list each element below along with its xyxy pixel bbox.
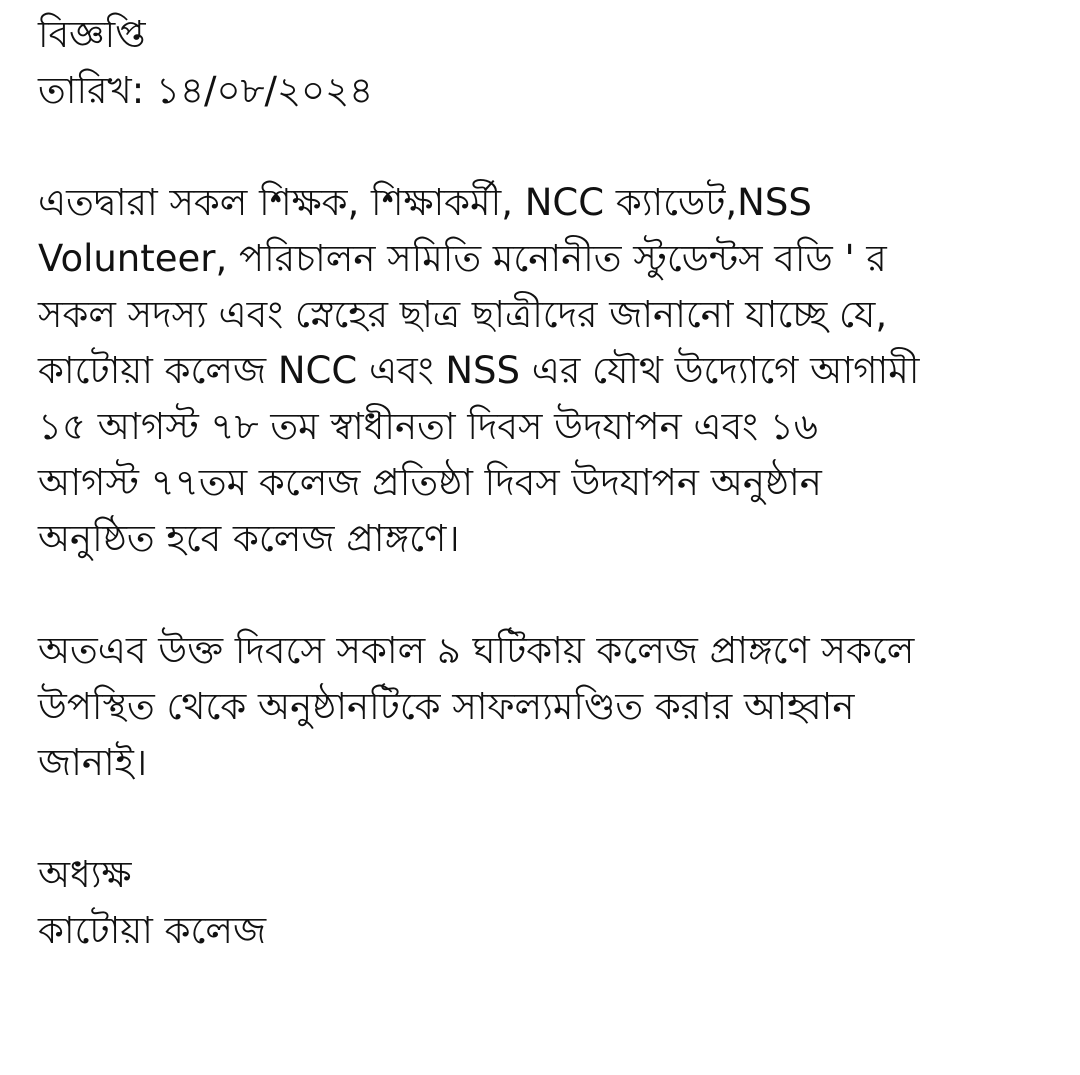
spacer [38, 119, 1058, 175]
paragraph-line: কাটোয়া কলেজ NCC এবং NSS এর যৌথ উদ্যোগে আগামী [38, 349, 920, 392]
signature-block [38, 847, 1058, 959]
paragraph-line: অনুষ্ঠিত হবে কলেজ প্রাঙ্গণে। [38, 517, 460, 560]
paragraph-line: অতএব উক্ত দিবসে সকাল ৯ ঘটিকায় কলেজ প্রাঙ্গণে সকলে [38, 629, 915, 672]
paragraph-line: আগস্ট ৭৭তম কলেজ প্রতিষ্ঠা দিবস উদযাপন অনুষ্ঠান [38, 461, 822, 504]
paragraph-line: ১৫ আগস্ট ৭৮ তম স্বাধীনতা দিবস উদযাপন এবং ১৬ [38, 405, 818, 448]
paragraph-line: সকল সদস্য এবং স্নেহের ছাত্র ছাত্রীদের জানানো যাচ্ছে যে, [38, 293, 888, 336]
signature-institution: কাটোয়া কলেজ [38, 909, 267, 952]
paragraph-line: উপস্থিত থেকে অনুষ্ঠানটিকে সাফল্যমণ্ডিত করার আহ্বান [38, 685, 855, 728]
paragraph-announcement [38, 175, 1058, 567]
notice-heading: বিজ্ঞপ্তি [38, 13, 146, 56]
signature-title: অধ্যক্ষ [38, 853, 132, 896]
paragraph-invitation [38, 623, 1058, 791]
paragraph-line: Volunteer, পরিচালন সমিতি মনোনীত স্টুডেন্টস বডি ' র [38, 237, 887, 280]
spacer [38, 567, 1058, 623]
paragraph-line: জানাই। [38, 741, 148, 784]
notice-date: তারিখ: ১৪/০৮/২০২৪ [38, 69, 374, 112]
notice-document [38, 7, 1058, 959]
spacer [38, 791, 1058, 847]
paragraph-line: এতদ্বারা সকল শিক্ষক, শিক্ষাকর্মী, NCC ক্যাডেট,NSS [38, 181, 812, 224]
